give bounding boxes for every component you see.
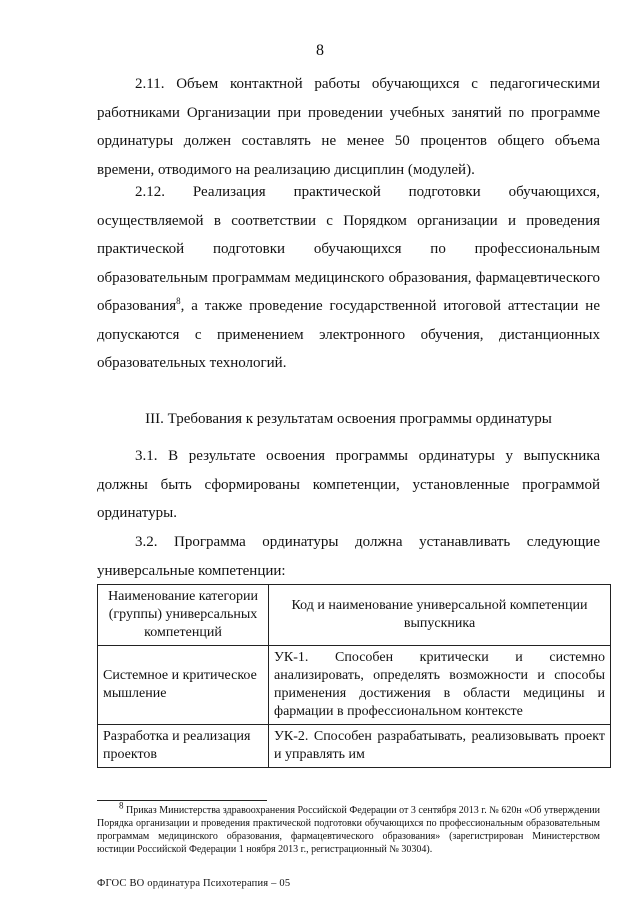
table-row xyxy=(98,725,611,768)
paragraph-2-12 xyxy=(97,178,600,378)
universal-competencies-table xyxy=(97,584,611,768)
category-cell: Системное и критическое мышление xyxy=(98,646,269,725)
footnote-8 xyxy=(97,800,600,856)
paragraph-3-1: 3.1. В результате освоения программы ординатуры у выпускника должны быть сформированы компетенции, установленные программой ординатуры. xyxy=(97,448,600,521)
footnote-marker: 8 xyxy=(119,800,124,811)
paragraph-2-12-text-start: 2.12. Реализация практической подготовки обучающихся, осуществляемой в соответствии с Порядком организации и проведения практической подготовки обучающихся по профессиональным образовательным программам медицинского образования, фармацевтического образования xyxy=(97,184,600,314)
page-number: 8 xyxy=(316,42,324,59)
paragraph-3-2: 3.2. Программа ординатуры должна устанавливать следующие универсальные компетенции: xyxy=(97,534,600,579)
table-header-row xyxy=(98,585,611,646)
section-title-iii: III. Требования к результатам освоения программы ординатуры xyxy=(145,411,552,427)
footnote-text: Приказ Министерства здравоохранения Российской Федерации от 3 сентября 2013 г. № 620н «Об утверждении Порядка организации и проведения практической подготовки обучающихся по профессиональным образовательным программам медицинского образования, фармацевтического образования» (зарегистрирован Министерством юстиции Российской Федерации 1 ноября 2013 г., регистрационный № 30304). xyxy=(97,805,600,855)
paragraph-2-12-text-end: , а также проведение государственной итоговой аттестации не допускаются с применением электронного обучения, дистанционных образовательных технологий. xyxy=(97,298,600,371)
competence-cell: УК-1. Способен критически и системно анализировать, определять возможности и способы применения достижения в области медицины и фармации в профессиональном контексте xyxy=(269,646,611,725)
table-row xyxy=(98,646,611,725)
competence-cell: УК-2. Способен разрабатывать, реализовывать проект и управлять им xyxy=(269,725,611,768)
footnote-reference-8[interactable]: 8 xyxy=(176,296,181,306)
category-cell: Разработка и реализация проектов xyxy=(98,725,269,768)
header-category: Наименование категории (группы) универсальных компетенций xyxy=(98,585,269,646)
paragraph-2-11: 2.11. Объем контактной работы обучающихся с педагогическими работниками Организации при проведении учебных занятий по программе ординатуры должен составлять не менее 50 процентов общего объема времени, отводимого на реализацию дисциплин (модулей). xyxy=(97,76,600,178)
page-footer: ФГОС ВО ординатура Психотерапия – 05 xyxy=(97,878,291,889)
header-competence: Код и наименование универсальной компетенции выпускника xyxy=(269,585,611,646)
